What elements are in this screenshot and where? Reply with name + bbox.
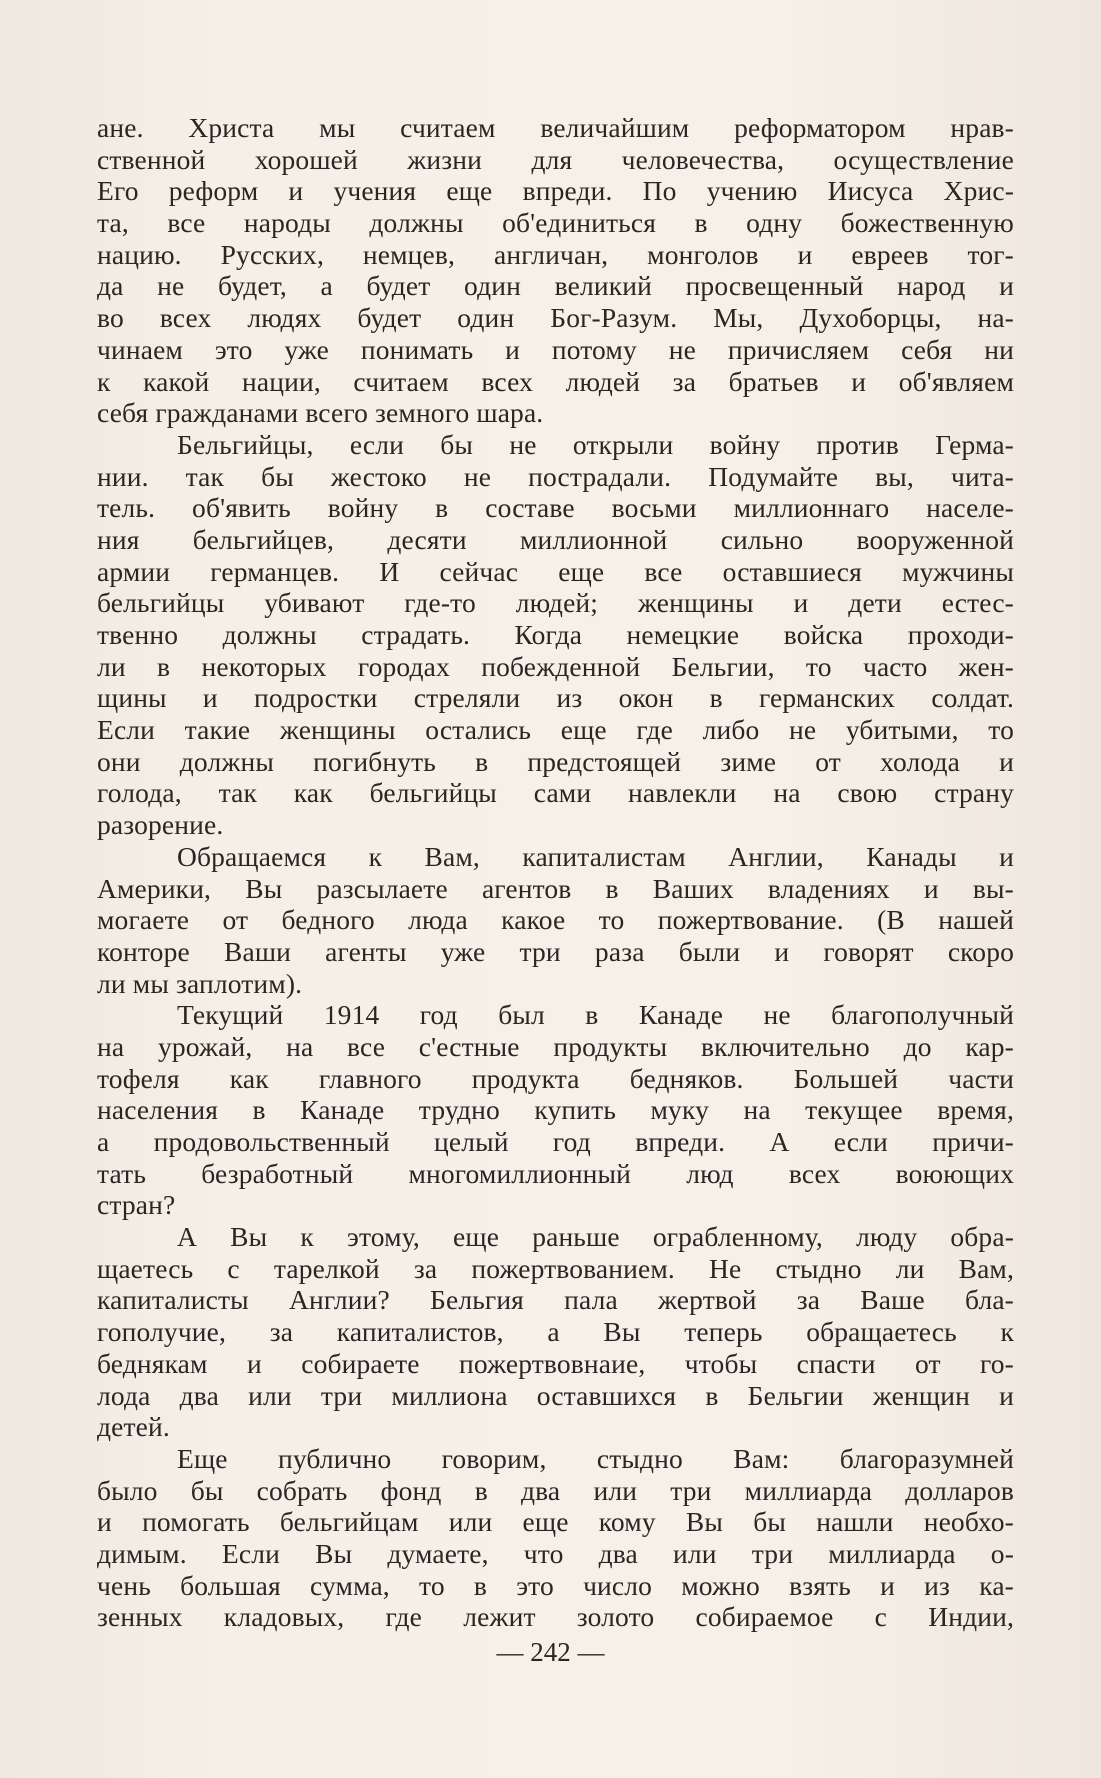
text-line: зенных кладовых, где лежит золото собираемое с Индии, bbox=[97, 1601, 1014, 1633]
text-line: и помогать бельгийцам или еще кому Вы бы нашли необхо- bbox=[97, 1506, 1014, 1538]
text-line: Его реформ и учения еще впреди. По учению Иисуса Хрис- bbox=[97, 175, 1014, 207]
text-line: а продовольственный целый год впреди. А если причи- bbox=[97, 1126, 1014, 1157]
text-line: могаете от бедного люда какое то пожертвование. (В нашей bbox=[97, 904, 1014, 936]
text-line: чинаем это уже понимать и потому не причисляем себя ни bbox=[97, 333, 1014, 365]
text-line: к какой нации, считаем всех людей за братьев и об'являем bbox=[97, 365, 1014, 397]
text-line: населения в Канаде трудно купить муку на текущее время, bbox=[97, 1094, 1014, 1126]
text-line: во всех людях будет один Бог-Разум. Мы, Духоборцы, на- bbox=[97, 302, 1014, 334]
text-line: Если такие женщины остались еще где либо не убитыми, то bbox=[97, 714, 1014, 746]
text-line: ане. Христа мы считаем величайшим реформатором нрав- bbox=[97, 112, 1014, 143]
text-line: чень большая сумма, то в это число можно взять и из ка- bbox=[97, 1569, 1014, 1601]
text-line: нацию. Русских, немцев, англичан, монголов и евреев тог- bbox=[97, 238, 1014, 270]
text-line: Америки, Вы разсылаете агентов в Ваших владениях и вы- bbox=[97, 872, 1014, 904]
text-line: щаетесь с тарелкой за пожертвованием. Не стыдно ли Вам, bbox=[97, 1252, 1014, 1284]
text-line: Обращаемся к Вам, капиталистам Англии, Канады и bbox=[177, 840, 1014, 872]
text-line: лода два или три миллиона оставшихся в Бельгии женщин и bbox=[97, 1379, 1014, 1411]
text-line: капиталисты Англии? Бельгия пала жертвой за Ваше бла- bbox=[97, 1284, 1014, 1316]
text-line: гополучие, за капиталистов, а Вы теперь обращаетесь к bbox=[97, 1316, 1014, 1348]
text-line: Текущий 1914 год был в Канаде не благополучный bbox=[177, 999, 1014, 1031]
page-number: — 242 — bbox=[496, 1637, 605, 1667]
text-line: армии германцев. И сейчас еще все оставшиеся мужчины bbox=[97, 555, 1014, 587]
text-line: разорение. bbox=[97, 809, 224, 841]
text-line: ли мы заплотим). bbox=[97, 967, 303, 999]
text-line: бельгийцы убивают где-то людей; женщины и дети естес- bbox=[97, 587, 1014, 619]
text-line: ли в некоторых городах побежденной Бельгии, то часто жен- bbox=[97, 650, 1014, 682]
text-line: ния бельгийцев, десяти миллионной сильно вооруженной bbox=[97, 523, 1014, 555]
text-line: на урожай, на все с'естные продукты включительно до кар- bbox=[97, 1030, 1014, 1062]
text-line: та, все народы должны об'единиться в одну божественную bbox=[97, 207, 1014, 239]
text-line: Еще публично говорим, стыдно Вам: благоразумней bbox=[177, 1442, 1014, 1474]
text-line: твенно должны страдать. Когда немецкие войска проходи- bbox=[97, 619, 1014, 650]
text-line: голода, так как бельгийцы сами навлекли на свою страну bbox=[97, 777, 1014, 809]
text-line: детей. bbox=[97, 1411, 170, 1443]
text-line: щины и подростки стреляли из окон в германских солдат. bbox=[97, 682, 1014, 714]
text-line: А Вы к этому, еще раньше ограбленному, люду обра- bbox=[177, 1221, 1014, 1253]
text-line: димым. Если Вы думаете, что два или три миллиарда о- bbox=[97, 1537, 1014, 1569]
text-line: ственной хорошей жизни для человечества, осуществление bbox=[97, 143, 1014, 175]
text-line: да не будет, а будет один великий просвещенный народ и bbox=[97, 270, 1014, 302]
text-line: конторе Ваши агенты уже три раза были и говорят скоро bbox=[97, 935, 1014, 967]
text-line: тофеля как главного продукта бедняков. Большей части bbox=[97, 1062, 1014, 1094]
text-line: они должны погибнуть в предстоящей зиме от холода и bbox=[97, 745, 1014, 777]
text-line: тель. об'явить войну в составе восьми миллионнаго населе- bbox=[97, 492, 1014, 524]
page-body-text bbox=[97, 112, 1014, 1633]
text-line: нии. так бы жестоко не пострадали. Подумайте вы, чита- bbox=[97, 460, 1014, 492]
text-line: себя гражданами всего земного шара. bbox=[97, 397, 544, 429]
text-line: было бы собрать фонд в два или три миллиарда долларов bbox=[97, 1474, 1014, 1506]
text-line: тать безработный многомиллионный люд всех воюющих bbox=[97, 1157, 1014, 1189]
text-line: стран? bbox=[97, 1189, 176, 1221]
text-line: беднякам и собираете пожертвовнаие, чтобы спасти от го- bbox=[97, 1347, 1014, 1379]
text-line: Бельгийцы, если бы не открыли войну против Герма- bbox=[177, 428, 1014, 460]
